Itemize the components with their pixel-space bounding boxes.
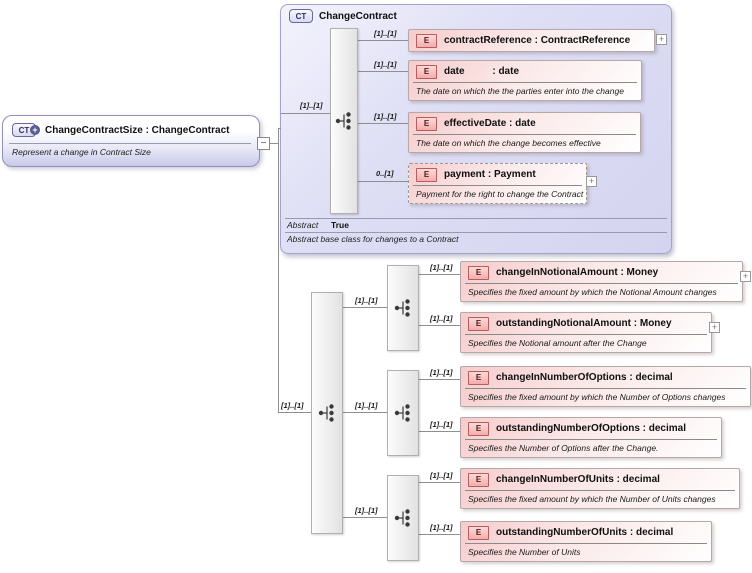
expand-button[interactable]: + (656, 34, 667, 45)
connector-line (278, 412, 311, 413)
connector-line (341, 412, 387, 413)
abstract-value: True (331, 220, 349, 230)
element-annotation: Specifies the fixed amount by which the Number of Units changes (465, 490, 735, 508)
element-outstandingNotionalAmount[interactable] (460, 312, 712, 353)
element-annotation: Payment for the right to change the Contract (413, 185, 582, 203)
element-icon: E (468, 371, 489, 385)
element-title: changeInNumberOfOptions : decimal (496, 372, 673, 383)
element-annotation: Specifies the fixed amount by which the Notional Amount changes (465, 283, 738, 301)
element-changeInNumberOfOptions[interactable] (460, 366, 751, 407)
cardinality-label: [1]..[1] (374, 112, 397, 121)
element-icon: E (416, 65, 437, 79)
cardinality-label: [1]..[1] (355, 296, 378, 305)
expand-button[interactable]: + (709, 322, 720, 333)
expand-button[interactable]: + (586, 176, 597, 187)
element-icon: E (468, 422, 489, 436)
cardinality-label: [1]..[1] (430, 368, 453, 377)
connector-line (417, 274, 460, 275)
element-icon: E (416, 117, 437, 131)
connector-line (281, 113, 330, 114)
derived-plus-icon: + (30, 125, 40, 135)
sequence-compositor[interactable] (387, 370, 419, 456)
expand-button[interactable]: + (740, 271, 751, 282)
connector-line (278, 128, 281, 129)
element-title: changeInNotionalAmount : Money (496, 267, 659, 278)
element-annotation: The date on which the change becomes effective (413, 134, 636, 152)
sequence-compositor[interactable] (311, 292, 343, 534)
element-title: contractReference : ContractReference (444, 35, 631, 46)
element-changeInNotionalAmount[interactable] (460, 261, 743, 302)
sequence-compositor[interactable] (330, 28, 358, 214)
sequence-icon (394, 298, 412, 318)
cardinality-label: [1]..[1] (355, 401, 378, 410)
element-annotation: Specifies the Notional amount after the Change (465, 334, 707, 352)
element-annotation: The date on which the the parties enter into the change (413, 82, 637, 100)
connector-line (356, 181, 408, 182)
element-effectiveDate[interactable] (408, 112, 641, 153)
complex-type-plus-icon: CT + (12, 123, 36, 137)
cardinality-label: [1]..[1] (430, 420, 453, 429)
element-icon: E (416, 168, 437, 182)
element-title: outstandingNumberOfOptions : decimal (496, 423, 687, 434)
connector-line (341, 307, 387, 308)
sequence-icon (394, 508, 412, 528)
cardinality-label: [1]..[1] (430, 471, 453, 480)
sequence-compositor[interactable] (387, 475, 419, 561)
connector-line (356, 71, 408, 72)
connector-line (356, 40, 408, 41)
element-icon: E (468, 526, 489, 540)
connector-line (417, 379, 460, 380)
element-contractReference[interactable] (408, 29, 655, 52)
collapse-toggle[interactable]: − (257, 137, 270, 150)
sequence-compositor[interactable] (387, 265, 419, 351)
sequence-icon (394, 403, 412, 423)
connector-line (278, 128, 279, 413)
cardinality-label: [1]..[1] (374, 29, 397, 38)
divider (285, 218, 667, 219)
cardinality-label: [1]..[1] (374, 60, 397, 69)
complex-type-icon: CT (289, 9, 313, 23)
element-title: date : date (444, 66, 520, 77)
element-icon: E (468, 266, 489, 280)
complex-type-title: ChangeContract (319, 10, 397, 22)
element-title: changeInNumberOfUnits : decimal (496, 474, 660, 485)
element-title: outstandingNotionalAmount : Money (496, 318, 672, 329)
cardinality-label: 0..[1] (376, 169, 394, 178)
element-icon: E (416, 34, 437, 48)
connector-line (417, 325, 460, 326)
connector-line (417, 482, 460, 483)
root-annotation: Represent a change in Contract Size (12, 147, 151, 157)
element-annotation: Specifies the Number of Units (465, 543, 707, 561)
root-element-ChangeContractSize[interactable] (2, 115, 260, 167)
cardinality-label: [1]..[1] (355, 506, 378, 515)
cardinality-label: [1]..[1] (430, 314, 453, 323)
element-annotation: Specifies the fixed amount by which the Number of Options changes (465, 388, 746, 406)
root-title: ChangeContractSize : ChangeContract (45, 124, 230, 136)
element-title: outstandingNumberOfUnits : decimal (496, 527, 674, 538)
element-icon: E (468, 473, 489, 487)
cardinality-label: [1]..[1] (300, 101, 323, 110)
complex-type-annotation: Abstract base class for changes to a Contract (287, 234, 459, 244)
sequence-icon (335, 111, 353, 131)
divider (285, 232, 667, 233)
divider (9, 143, 251, 144)
element-icon: E (468, 317, 489, 331)
cardinality-label: [1]..[1] (430, 263, 453, 272)
abstract-label: Abstract (287, 220, 319, 230)
element-annotation: Specifies the Number of Options after the Change. (465, 439, 717, 457)
element-outstandingNumberOfUnits[interactable] (460, 521, 712, 562)
element-changeInNumberOfUnits[interactable] (460, 468, 740, 509)
element-title: payment : Payment (444, 169, 536, 180)
connector-line (417, 431, 460, 432)
cardinality-label: [1]..[1] (430, 523, 453, 532)
sequence-icon (318, 403, 336, 423)
connector-line (356, 123, 408, 124)
element-date[interactable] (408, 60, 642, 101)
element-outstandingNumberOfOptions[interactable] (460, 417, 722, 458)
connector-line (341, 517, 387, 518)
cardinality-label: [1]..[1] (281, 401, 304, 410)
connector-line (270, 143, 278, 144)
connector-line (417, 534, 460, 535)
element-title: effectiveDate : date (444, 118, 536, 129)
element-payment[interactable] (408, 163, 587, 204)
